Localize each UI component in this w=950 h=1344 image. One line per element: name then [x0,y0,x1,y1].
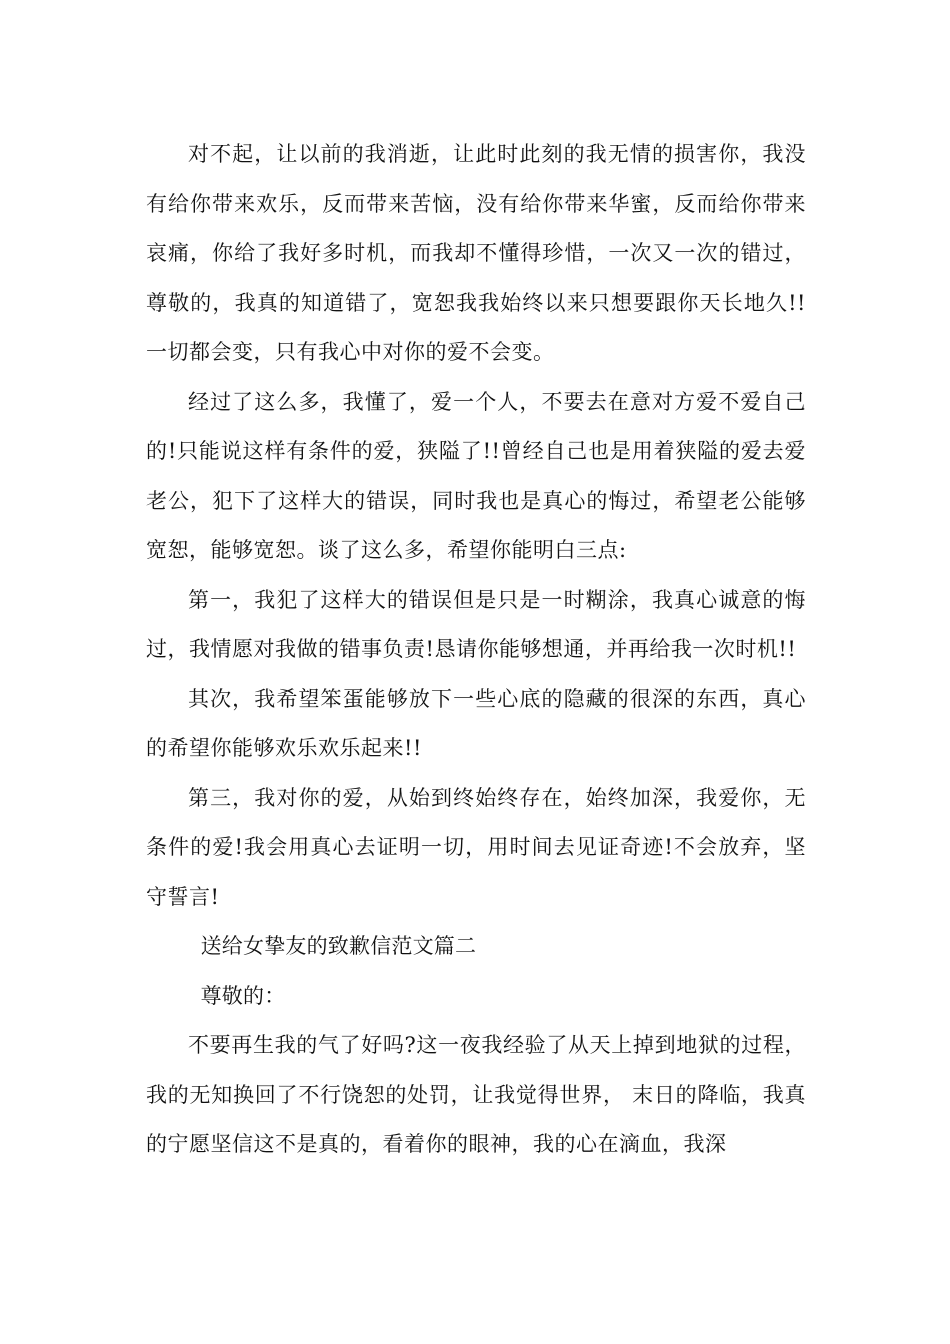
paragraph-3: 第一，我犯了这样大的错误但是只是一时糊涂，我真心诚意的悔过，我情愿对我做的错事负责!恳请你能够想通，并再给我一次时机!! [146,587,806,661]
document-body [146,130,806,1170]
paragraph-1: 对不起，让以前的我消逝，让此时此刻的我无情的损害你，我没有给你带来欢乐，反而带来苦恼，没有给你带来华蜜，反而给你带来哀痛，你给了我好多时机，而我却不懂得珍惜，一次又一次的错过，尊敬的，我真的知道错了，宽恕我我始终以来只想要跟你天长地久!!一切都会变，只有我心中对你的爱不会变。 [146,142,806,364]
paragraph-6: 不要再生我的气了好吗?这一夜我经验了从天上掉到地狱的过程，我的无知换回了不行饶恕的处罚，让我觉得世界， 末日的降临，我真的宁愿坚信这不是真的，看着你的眼神，我的心在滴血，我深 [146,1033,806,1156]
section-title: 送给女挚友的致歉信范文篇二 [200,934,477,958]
paragraph-5: 第三，我对你的爱，从始到终始终存在，始终加深，我爱你，无条件的爱!我会用真心去证明一切，用时间去见证奇迹!不会放弃，坚守誓言! [146,785,806,909]
salutation: 尊敬的： [200,983,286,1008]
paragraph-2: 经过了这么多，我懂了，爱一个人，不要去在意对方爱不爱自己的!只能说这样有条件的爱，狭隘了!!曾经自己也是用着狭隘的爱去爱老公，犯下了这样大的错误，同时我也是真心的悔过，希望老公能够宽恕，能够宽恕。谈了这么多，希望你能明白三点: [146,389,806,562]
paragraph-4: 其次，我希望笨蛋能够放下一些心底的隐藏的很深的东西，真心的希望你能够欢乐欢乐起来!! [146,686,806,760]
